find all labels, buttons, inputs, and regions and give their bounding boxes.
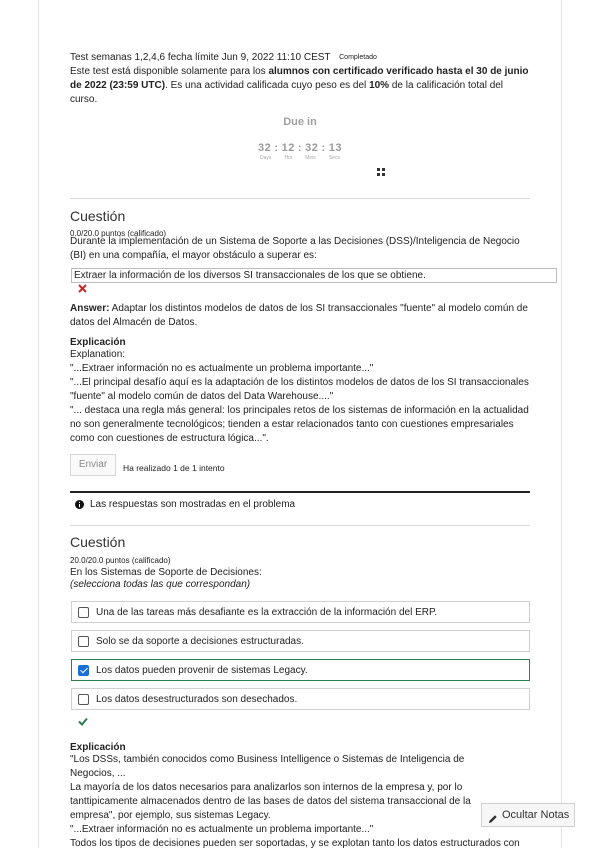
q2-explanation-title: Explicación [70, 742, 126, 753]
status-badge: Completado [339, 54, 377, 61]
checkbox-checked[interactable] [78, 665, 89, 676]
q2-title: Cuestión [70, 534, 126, 550]
timer-hours: 12 [281, 142, 295, 154]
correct-check-icon [78, 717, 88, 726]
timer-heading: Due in [283, 116, 317, 128]
q1-points: 0.0/20.0 puntos (calificado) [70, 229, 167, 238]
test-header [70, 51, 540, 66]
q2-explanation: "Los DSSs, también conocidos como Business Intelligence o Sistemas de Inteligencia de Negocios, ... La mayoría de los datos necesarios para analizarlos son internos de la empresa y, por lo tanttipicamente almacenados dentro de las bases de datos del sistema transaccional de la empresa", por ejemplo, sus sistemas Legacy. "...Extraer información no es actualmente un problema importante..." Todos los tipos de decisiones pueden ser soportadas, y se explotan tanto los datos estructurados con [70, 754, 520, 849]
attempts-text: Ha realizado 1 de 1 intento [123, 463, 225, 473]
q1-answer-input[interactable]: Extraer la información de los diversos SI transaccionales de los que se obtiene. [71, 268, 557, 283]
q1-correct-answer: Answer: Adaptar los distintos modelos de datos de los SI transaccionales "fuente" al modelo común de datos del Almacén de Datos. [70, 303, 528, 328]
q2-points: 20.0/20.0 puntos (calificado) [70, 556, 171, 565]
availability-text: Este test está disponible solamente para los alumnos con certificado verificado hasta el 30 de junio de 2022 (23:59 UTC). Es una actividad calificada cuyo peso es del 10% de la calificación total del curso. [70, 66, 529, 105]
checkbox[interactable] [78, 607, 89, 618]
q2-hint: (selecciona todas las que correspondan) [70, 579, 251, 590]
incorrect-icon [78, 284, 87, 293]
checkbox[interactable] [78, 636, 89, 647]
info-icon [75, 500, 84, 509]
timer-days: 32 [258, 142, 272, 154]
q1-title: Cuestión [70, 208, 126, 224]
countdown-timer: 32 : 12 : 32 : 13 Days Hrs Mins Secs [258, 142, 342, 161]
choice-option[interactable]: Una de las tareas más desafiante es la extracción de la información del ERP. [71, 601, 530, 623]
q1-explanation: Explanation: "...Extraer información no es actualmente un problema importante..." "...El principal desafío aquí es la adaptación de los distintos modelos de datos de los SI transaccionales "fuente" al modelo común de datos del Data Warehouse...." "... destaca una regla más general: los principales retos de los sistemas de información en la actualidad no son generalmente tecnológicos; tienden a estar relacionados tanto con cuestiones empresariales como con cuestiones de estructura lógica...". [70, 349, 529, 444]
choice-option[interactable]: Solo se da soporte a decisiones estructuradas. [71, 630, 530, 652]
test-title: Test semanas 1,2,4,6 fecha límite Jun 9, 2022 11:10 CEST [70, 52, 331, 63]
pencil-icon [488, 810, 498, 820]
q1-prompt: Durante la implementación de un Sistema de Soporte a las Decisiones (DSS)/Inteligencia de Negocio (BI) en una compañía, el mayor obstáculo a superar es: [70, 236, 520, 261]
page-right-border [561, 0, 562, 848]
notice-text: Las respuestas son mostradas en el problema [90, 499, 296, 510]
drag-handle-icon[interactable] [377, 167, 385, 175]
divider [70, 198, 530, 199]
choice-option[interactable]: Los datos desestructurados son desechados. [71, 688, 530, 710]
submit-button[interactable]: Enviar [70, 454, 116, 476]
timer-seconds: 13 [328, 142, 342, 154]
notice-bar [70, 491, 530, 493]
hide-notes-button[interactable]: Ocultar Notas [481, 803, 575, 827]
choice-option-selected[interactable]: Los datos pueden provenir de sistemas Legacy. [71, 659, 530, 681]
page-left-border [38, 0, 39, 848]
checkbox[interactable] [78, 694, 89, 705]
q1-explanation-title: Explicación [70, 337, 126, 348]
timer-minutes: 32 [305, 142, 319, 154]
divider [70, 525, 530, 526]
q2-prompt: En los Sistemas de Soporte de Decisiones: [70, 567, 262, 578]
